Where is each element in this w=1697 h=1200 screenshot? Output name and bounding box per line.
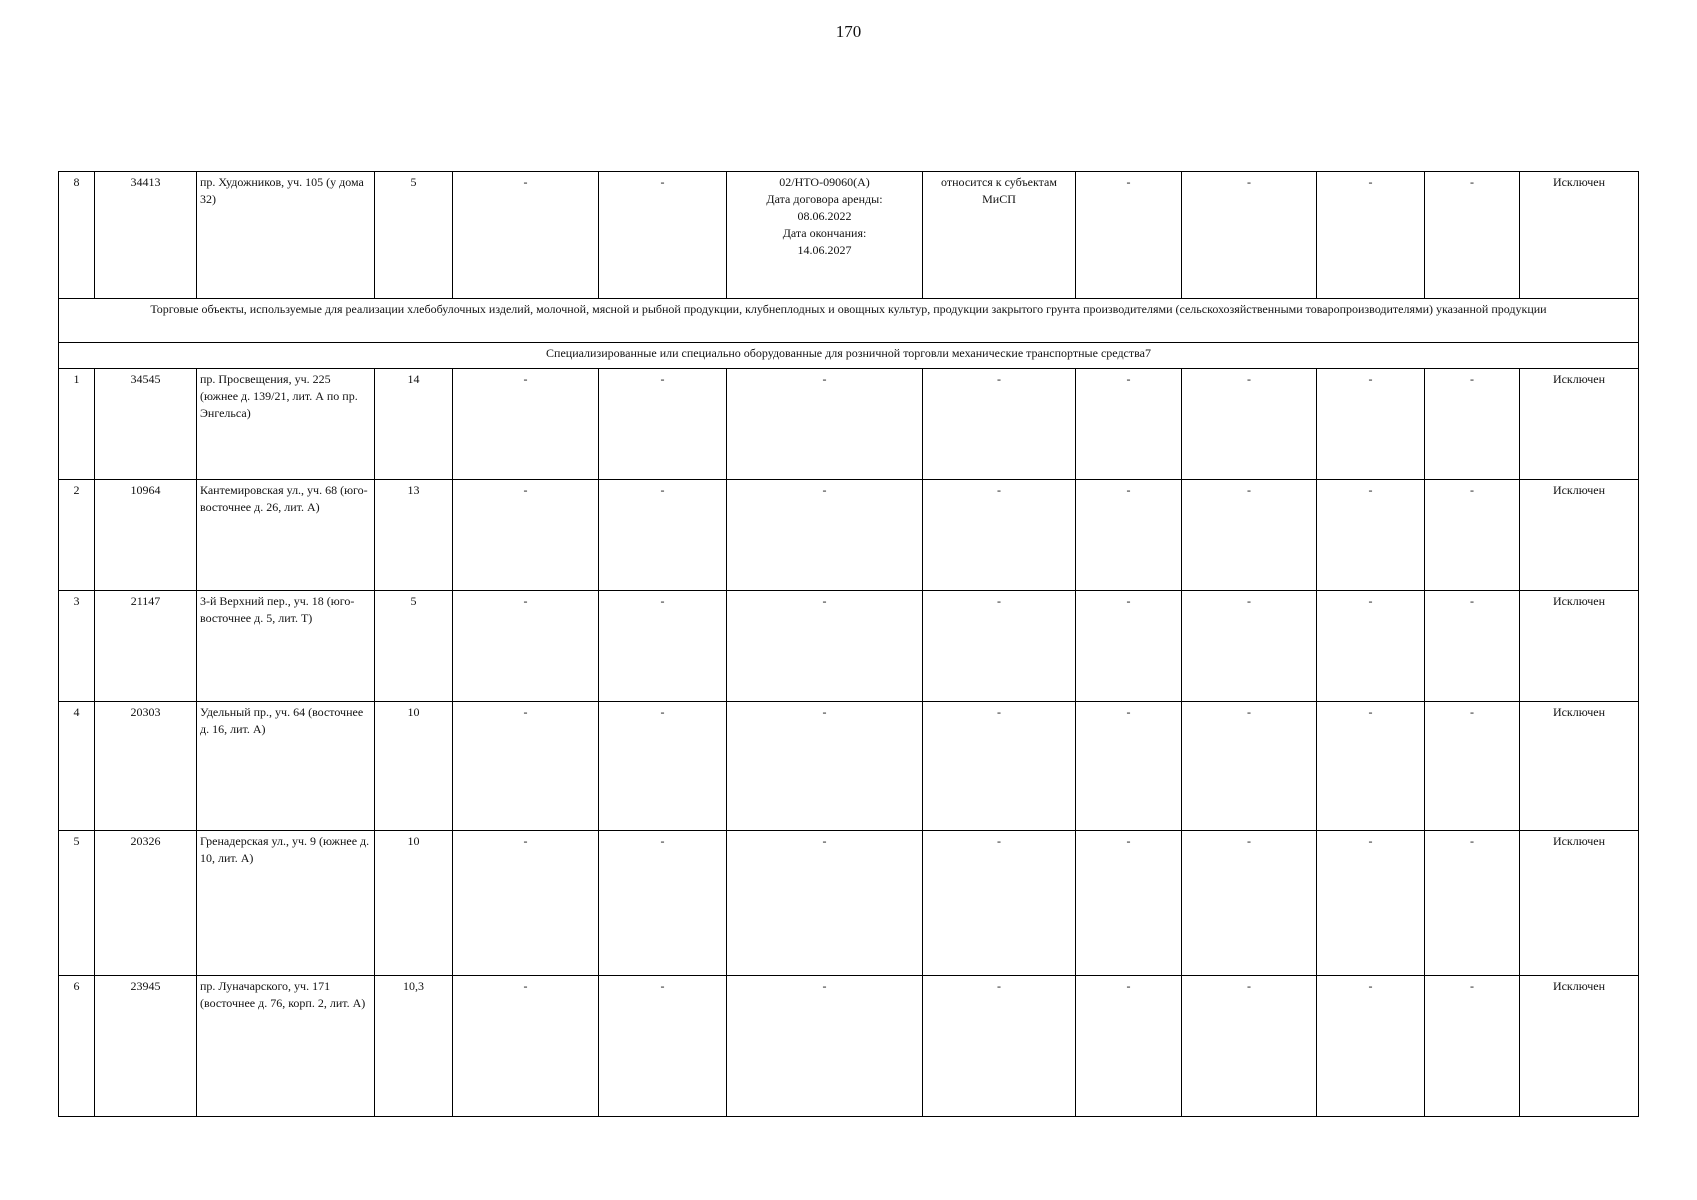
table-row xyxy=(59,976,1639,1117)
object-id: 23945 xyxy=(95,976,197,1117)
contract-date-label: Дата договора аренды: xyxy=(766,192,883,206)
table-cell: - xyxy=(727,591,923,702)
table-cell: - xyxy=(1317,976,1425,1117)
table-cell: - xyxy=(1182,172,1317,299)
object-id: 20303 xyxy=(95,702,197,831)
object-status: Исключен xyxy=(1520,480,1639,591)
table-cell: - xyxy=(1182,702,1317,831)
row-number: 8 xyxy=(59,172,95,299)
object-area: 10 xyxy=(375,702,453,831)
table-cell: - xyxy=(599,480,727,591)
object-area: 5 xyxy=(375,591,453,702)
table-cell: - xyxy=(923,591,1076,702)
object-address: пр. Просвещения, уч. 225 (южнее д. 139/21, лит. А по пр. Энгельса) xyxy=(197,369,375,480)
table-cell: - xyxy=(1076,591,1182,702)
row-number: 3 xyxy=(59,591,95,702)
table-cell: - xyxy=(1317,480,1425,591)
section-heading: Торговые объекты, используемые для реализации хлебобулочных изделий, молочной, мясной и рыбной продукции, клубнеплодных и овощных культур, продукции закрытого грунта производителями (сельскохозяйственными товаропроизводителями) указанной продукции xyxy=(59,299,1639,343)
table-cell: - xyxy=(599,591,727,702)
table-cell: - xyxy=(1076,172,1182,299)
object-area: 10 xyxy=(375,831,453,976)
table-cell: - xyxy=(1182,831,1317,976)
table-cell: - xyxy=(599,172,727,299)
table-cell: - xyxy=(1317,831,1425,976)
table-row xyxy=(59,369,1639,480)
object-address: пр. Художников, уч. 105 (у дома 32) xyxy=(197,172,375,299)
section-row xyxy=(59,299,1639,343)
object-status: Исключен xyxy=(1520,172,1639,299)
table-cell: - xyxy=(599,976,727,1117)
table-cell: - xyxy=(1317,369,1425,480)
table-cell: - xyxy=(1317,702,1425,831)
smsp-status: относится к субъектам МиСП xyxy=(923,172,1076,299)
object-id: 21147 xyxy=(95,591,197,702)
object-area: 10,3 xyxy=(375,976,453,1117)
object-id: 10964 xyxy=(95,480,197,591)
table-cell: - xyxy=(923,831,1076,976)
table-cell: - xyxy=(727,480,923,591)
table-cell: - xyxy=(453,369,599,480)
table-cell: - xyxy=(599,831,727,976)
contract-info xyxy=(727,172,923,299)
row-number: 5 xyxy=(59,831,95,976)
table-cell: - xyxy=(453,591,599,702)
table-cell: - xyxy=(1076,976,1182,1117)
table-cell: - xyxy=(1182,976,1317,1117)
registry-table xyxy=(58,171,1639,1117)
table-cell: - xyxy=(1076,702,1182,831)
table-cell: - xyxy=(1425,702,1520,831)
table-cell: - xyxy=(727,369,923,480)
table-row xyxy=(59,172,1639,299)
table-cell: - xyxy=(453,831,599,976)
table-cell: - xyxy=(923,369,1076,480)
subsection-row xyxy=(59,343,1639,369)
table-cell: - xyxy=(1425,369,1520,480)
page-number: 170 xyxy=(835,22,862,41)
object-status: Исключен xyxy=(1520,369,1639,480)
table-cell: - xyxy=(923,702,1076,831)
table-cell: - xyxy=(1425,172,1520,299)
object-area: 14 xyxy=(375,369,453,480)
table-cell: - xyxy=(453,480,599,591)
table-cell: - xyxy=(1182,369,1317,480)
row-number: 2 xyxy=(59,480,95,591)
table-cell: - xyxy=(923,480,1076,591)
row-number: 1 xyxy=(59,369,95,480)
table-cell: - xyxy=(1425,831,1520,976)
table-cell: - xyxy=(727,831,923,976)
table-cell: - xyxy=(1317,591,1425,702)
object-status: Исключен xyxy=(1520,591,1639,702)
row-number: 4 xyxy=(59,702,95,831)
contract-date: 08.06.2022 xyxy=(797,209,852,223)
contract-end-date: 14.06.2027 xyxy=(797,243,852,257)
table-cell: - xyxy=(1425,480,1520,591)
table-cell: - xyxy=(1317,172,1425,299)
table-cell: - xyxy=(599,702,727,831)
table-cell: - xyxy=(1182,480,1317,591)
subsection-heading: Специализированные или специально оборудованные для розничной торговли механические транспортные средства7 xyxy=(59,343,1639,369)
object-id: 20326 xyxy=(95,831,197,976)
table-cell: - xyxy=(1182,591,1317,702)
table-cell: - xyxy=(1076,369,1182,480)
table-cell: - xyxy=(1076,480,1182,591)
table-row xyxy=(59,831,1639,976)
table-cell: - xyxy=(727,976,923,1117)
object-status: Исключен xyxy=(1520,702,1639,831)
table-cell: - xyxy=(1425,591,1520,702)
object-id: 34545 xyxy=(95,369,197,480)
table-row xyxy=(59,480,1639,591)
table-cell: - xyxy=(599,369,727,480)
table-cell: - xyxy=(453,976,599,1117)
object-address: пр. Луначарского, уч. 171 (восточнее д. 76, корп. 2, лит. А) xyxy=(197,976,375,1117)
object-id: 34413 xyxy=(95,172,197,299)
object-status: Исключен xyxy=(1520,976,1639,1117)
object-address: Кантемировская ул., уч. 68 (юго-восточнее д. 26, лит. А) xyxy=(197,480,375,591)
object-address: 3-й Верхний пер., уч. 18 (юго-восточнее д. 5, лит. Т) xyxy=(197,591,375,702)
row-number: 6 xyxy=(59,976,95,1117)
object-status: Исключен xyxy=(1520,831,1639,976)
contract-number: 02/НТО-09060(А) xyxy=(779,175,870,189)
object-address: Удельный пр., уч. 64 (восточнее д. 16, лит. А) xyxy=(197,702,375,831)
table-cell: - xyxy=(453,702,599,831)
table-cell: - xyxy=(453,172,599,299)
table-cell: - xyxy=(923,976,1076,1117)
table-row xyxy=(59,591,1639,702)
object-address: Гренадерская ул., уч. 9 (южнее д. 10, лит. А) xyxy=(197,831,375,976)
object-area: 13 xyxy=(375,480,453,591)
table-cell: - xyxy=(1425,976,1520,1117)
table-cell: - xyxy=(727,702,923,831)
table-row xyxy=(59,702,1639,831)
object-area: 5 xyxy=(375,172,453,299)
contract-end-label: Дата окончания: xyxy=(782,226,867,240)
table-cell: - xyxy=(1076,831,1182,976)
